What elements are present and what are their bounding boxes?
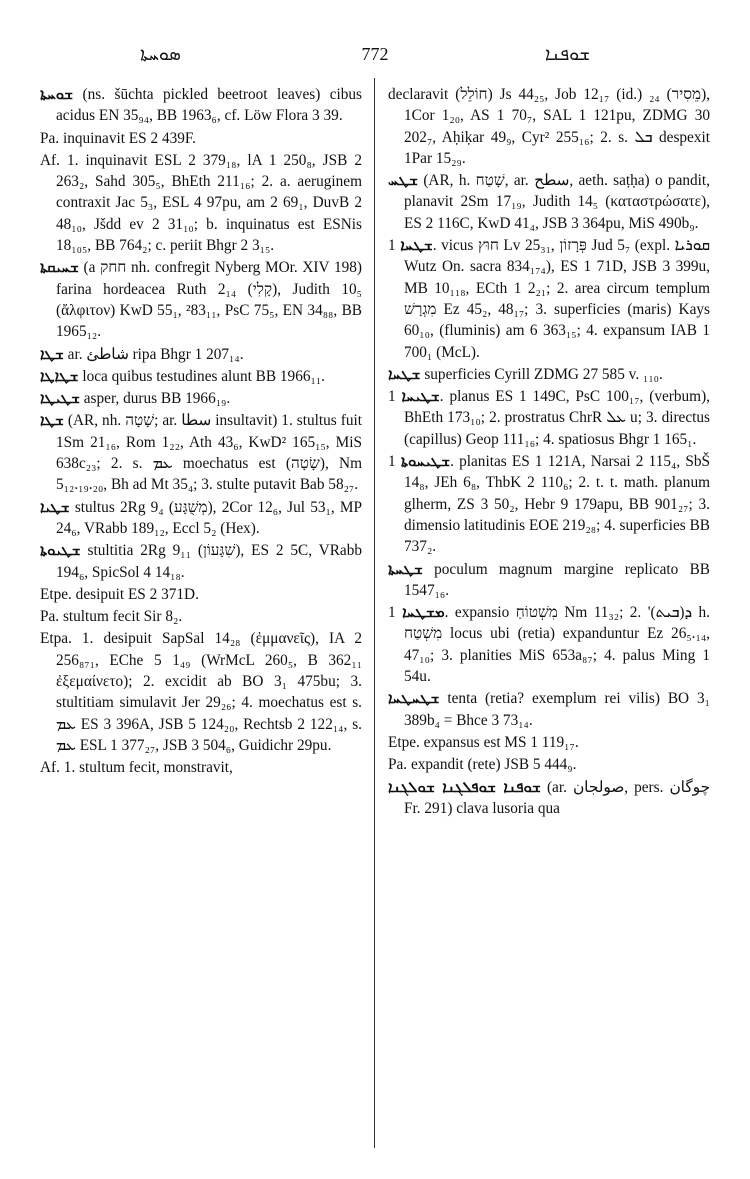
entry-text: Etpe. expansus est MS 1 119₁₇. (388, 733, 579, 751)
entry-text: (ns. šūchta pickled beetroot leaves) cibus acidus EN 35₉₄, BB 1963₆, cf. Löw Flora 3 39. (56, 86, 362, 125)
entry-text: ar. شاطئ ripa Bhgr 1 207₁₄. (63, 345, 244, 363)
page-number: 772 (361, 44, 389, 64)
entry-headword: ܫܘܦܢܐ ܫܘܦܠܓܢܐ ܫܘܠܓܢܐ (388, 777, 541, 796)
entry-headword: ܫܛܝܐ (40, 497, 70, 516)
dictionary-entry (40, 757, 362, 778)
entry-headword: ܫܛܚ (388, 171, 419, 190)
dictionary-entry (40, 366, 362, 387)
entry-headword: ܫܛܝܛܐ (40, 389, 80, 408)
entry-headword: ܫܘܚܬܐ (40, 85, 74, 103)
entry-text: Pa. inquinavit ES 2 439F. (40, 129, 197, 147)
entry-text: Etpe. desipuit ES 2 371D. (40, 585, 199, 603)
entry-headword: ܫܛܚܐ (400, 236, 433, 255)
entry-headword: ܫܛܝܚܘܬܐ (400, 452, 451, 471)
entry-headword: ܫܛܝܚܐ (401, 387, 440, 406)
dictionary-entry (388, 84, 710, 169)
entry-text: Pa. expandit (rete) JSB 5 444₉. (388, 756, 577, 774)
dictionary-entry (40, 497, 362, 540)
entry-text: (AR, h. שָׁטַח, ar. سطح, aeth. saṭḥa) o pandit, planavit 2Sm 17₁₉, Judith 14₅ (καταστρώσατε), ES 2 116C, KwD 41₄, JSB 3 364pu, MiS 490b₉. (404, 172, 710, 232)
dictionary-entry (388, 235, 710, 363)
entry-headword: ܫܛܚܛܚܐ (388, 689, 440, 708)
entry-headword: ܫܛܐܛܐ (40, 366, 79, 385)
entry-text: Pa. stultum fecit Sir 8₂. (40, 608, 183, 626)
entry-text: 1. vicus חוּץ Lv 25₃₁, פְּרָזוֹן Jud 5₇ (expl. ܩܘܪܝܐ Wutz On. sacra 834₁₇₄), ES 1 71D, JSB 3 399u, MB 10₁₁₈, ECth 1 2₂₁; 2. area circum templum מִגְרָשׁ Ez 45₂, 48₁₇; 3. superficies (maris) Kays 60₁₀, (fluminis) am 6 363₁₅; 4. expansum IAB 1 700₁ (McL). (388, 237, 710, 361)
entry-headword: ܫܛܚܬܐ (388, 559, 423, 578)
dictionary-entry (40, 388, 362, 409)
entry-text: asper, durus BB 1966₁₉. (79, 390, 231, 408)
dictionary-entry (40, 584, 362, 605)
dictionary-entry (388, 559, 710, 602)
running-head-left: ܣܘܚܬܐ (140, 44, 181, 65)
entry-headword: ܫܚܝܩܬܐ (40, 258, 79, 277)
dictionary-entry (388, 688, 710, 731)
dictionary-entry (40, 128, 362, 149)
right-column (388, 84, 710, 820)
entry-text: 1. expansio מִשְׁטוֹחַ Nm 11₃₂; 2. 'ܕ(ܒܝܬ) h. מִשְׁטַח locus ubi (retia) expanduntur Ez 26₅.₁₄, 47₁₀; 3. planities MiS 653a₈₇; 4. palus Ming 1 54u. (388, 604, 710, 686)
entry-text: (a חחק nh. confregit Nyberg MOr. XIV 198) farina hordeacea Ruth 2₁₄ (קָלִי), Judith 10₅ (ἄλφιτον) KwD 55₁, ²83₁₁, PsC 75₅, EN 34₈₈, BB 1965₁₂. (56, 259, 362, 341)
entry-text: (ar. صولجان, pers. چوگان Fr. 291) clava lusoria qua (404, 778, 710, 817)
dictionary-entry (40, 540, 362, 583)
entry-text: poculum magnum margine replicato BB 1547₁₆. (404, 560, 710, 599)
left-column (40, 84, 362, 780)
entry-text: 1. planitas ES 1 121A, Narsai 2 115₄, SbŠ 14₈, JEh 6₈, ThbK 2 110₆; 2. t. t. math. planum glherm, ZS 3 50₂, Hebr 9 179apu, BB 901₂₇; 3. dimensio latitudinis EOE 219₂₈; 4. superficies BB 737₂. (388, 453, 710, 556)
dictionary-entry (40, 410, 362, 495)
dictionary-entry (388, 732, 710, 753)
dictionary-entry (388, 364, 710, 385)
dictionary-entry (40, 257, 362, 342)
entry-text: stultus 2Rg 9₄ (מְשֻׁגָּע), 2Cor 12₆, Jul 53₁, MP 24₆, VRabb 189₁₂, Eccl 5₂ (Hex). (56, 498, 362, 537)
dictionary-entry (388, 386, 710, 450)
entry-headword: ܫܛܐ (40, 411, 64, 430)
entry-text: (AR, nh. שָׁטָה; ar. سطا insultavit) 1. stultus fuit 1Sm 21₁₆, Rom 1₂₂, Ath 43₆, KwD² 165₁₅, MiS 638c₂₃; 2. s. ܥܡ moechatus est (שָׂטָה), Nm 5₁₂.₁₉.₂₀, Bh ad Mt 35₄; 3. stulte putavit Bab 58₂₇. (56, 412, 363, 494)
entry-text: loca quibus testudines alunt BB 1966₁₁. (78, 367, 325, 385)
entry-headword: ܫܛܚܐ (388, 364, 421, 383)
entry-headword: ܫܛܝܘܬܐ (40, 541, 81, 560)
entry-headword: ܫܛܐ (40, 344, 64, 363)
running-head-right: ܫܘܦܢܐ (544, 44, 590, 65)
entry-text: Af. 1. inquinavit ESL 2 379₁₈, lA 1 250₈, JSB 2 263₂, Sahd 305₅, BhEth 211₁₆; 2. a. aeruginem contraxit Jac 5₃, ESL 4 97pu, am 2 69₁, DuvB 2 48₁₀, Jšdd ev 2 31₁₀; b. inquinatus est ESNis 18₁₀₅, BB 764₂; c. periit Bhgr 2 3₁₅. (40, 151, 362, 255)
dictionary-entry (388, 451, 710, 557)
page-header (40, 44, 710, 70)
dictionary-entry (388, 754, 710, 775)
dictionary-entry (40, 150, 362, 256)
dictionary-entry (40, 344, 362, 365)
dictionary-entry (388, 602, 710, 687)
entry-text: Etpa. 1. desipuit SapSal 14₂₈ (ἐμμανεῖς), IA 2 256₈₇₁, EChe 5 1₄₉ (WrMcL 260₅, B 362₁₁ ἐξεμαίνετο); 2. excidit ab BO 3₁ 475bu; 3. stultitiam simulavit Jer 29₂₆; 4. moechatus est s. ܥܡ ES 3 396A, JSB 5 124₂₀, Rechtsb 2 122₁₄, s. ܥܡ ESL 1 377₂₇, JSB 3 504₆, Guidichr 29pu. (40, 630, 362, 754)
dictionary-entry (40, 84, 362, 127)
dictionary-entry (40, 606, 362, 627)
dictionary-entry (388, 170, 710, 234)
dictionary-entry (40, 628, 362, 756)
entry-text: tenta (retia? exemplum rei vilis) BO 3₁ 389b₄ = Bhce 3 73₁₄. (404, 690, 710, 729)
entry-text: stultitia 2Rg 9₁₁ (שִׁגָּעוֹן), ES 2 5C, VRabb 194₆, SpicSol 4 14₁₈. (56, 542, 362, 581)
dictionary-entry (388, 777, 710, 820)
entry-text: declaravit (חוֹלֵל) Js 44₂₅, Job 12₁₇ (id.) ₂₄ (מֵסִיר), 1Cor 1₂₀, AS 1 70₇, SAL 1 121pu, ZDMG 30 202₇, Aḥiḳar 49₉, Cyr² 255₁₆; 2. s. ܒܠ despexit 1Par 15₂₉. (388, 86, 710, 167)
entry-headword: ܡܫܛܚܐ (402, 603, 445, 622)
entry-text: 1. planus ES 1 149C, PsC 100₁₇, (verbum), BhEth 173₁₀; 2. prostratus ChrR ܥܠ u; 3. directus (capillus) Geop 111₁₆; 4. spatiosus Bhgr 1 165₁. (388, 388, 710, 448)
entry-text: Af. 1. stultum fecit, monstravit, (40, 759, 233, 777)
entry-text: superficies Cyrill ZDMG 27 585 v. ₁₁₀. (420, 365, 663, 383)
column-divider (374, 78, 375, 1148)
